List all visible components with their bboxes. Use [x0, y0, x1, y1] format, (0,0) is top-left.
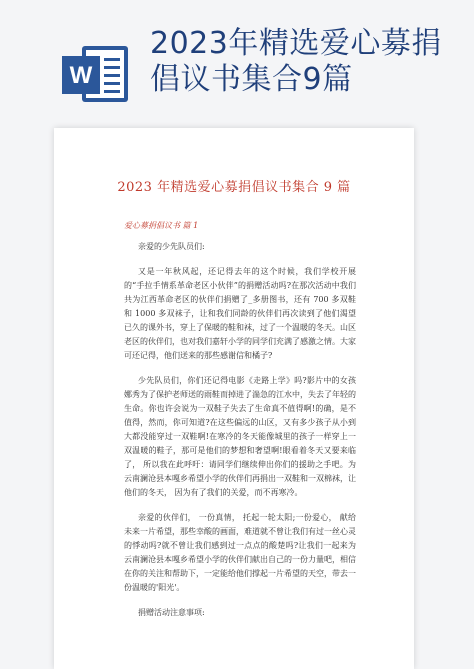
header-title: 2023年精选爱心募捐倡议书集合9篇 — [150, 26, 442, 97]
paragraph: 亲爱的伙伴们， 一份真情， 托起一轮太阳;一份爱心， 献给未来一片希望，那些幸酸的画面，难道就不曾让我们有过一丝心灵的悸动吗?就不曾让我们感到过一点点的酸楚吗?让我们一起来为云南澜沧县本嘎乡希望小学的伙伴们献出自己的一份力量吧，相信在你的关注和帮助下，一定能给他们撑起一片希望的天空，带去一份温暖的'阳光'。 — [124, 513, 356, 592]
document-title: 2023 年精选爱心募捐倡议书集合 9 篇 — [117, 180, 351, 195]
paragraph: 少先队员们，你们还记得电影《走路上学》吗?影片中的女孩娜秀为了保护老师送的雨鞋而掉进了湍急的江水中，失去了年轻的生命。你也许会说为一双鞋子失去了生命真不值得啊!的确，是不值得，然而，你可知道?在这些偏远的山区，又有多少孩子从小到大都没能穿过一双鞋啊!在寒冷的冬天能像城里的孩子一样穿上一双温暖的鞋子，那可是他们的梦想和奢望啊!眼看着冬天又要来临了， 所以我在此呼吁：请同学们继续伸出你们的援助之手吧。为云南澜沧县本嘎乡希望小学的伙伴们再捐出一双鞋和一双棉袜，让他们的冬天， 因为有了我们的关爱，而不再寒冷。 — [124, 376, 356, 497]
page-header — [0, 0, 474, 128]
paragraph-greeting: 亲爱的少先队员们: — [138, 242, 205, 251]
word-icon — [60, 44, 130, 104]
document-page — [54, 128, 414, 669]
word-icon-letter: W — [69, 62, 93, 89]
paragraph: 捐赠活动注意事项: — [138, 608, 205, 617]
document-body — [124, 240, 356, 631]
paragraph: 又是一年秋风起，还记得去年的这个时候，我们学校开展的“手拉手情系革命老区小伙伴”的捐赠活动吗?在那次活动中我们共为江西革命老区的伙伴们捐赠了_多册图书，还有 700 多双鞋和 1000 多双袜子，让和我们同龄的伙伴们再次读到了他们渴望已久的课外书，穿上了保暖的鞋和袜，过了一个温暖的冬天。山区老区的伙伴们，也对我们嘉轩小学的同学们充满了感激之情。大家可还记得，他们送来的那些感谢信和橘子? — [124, 267, 356, 360]
section-heading: 爱心募捐倡议书 篇 1 — [124, 221, 199, 230]
